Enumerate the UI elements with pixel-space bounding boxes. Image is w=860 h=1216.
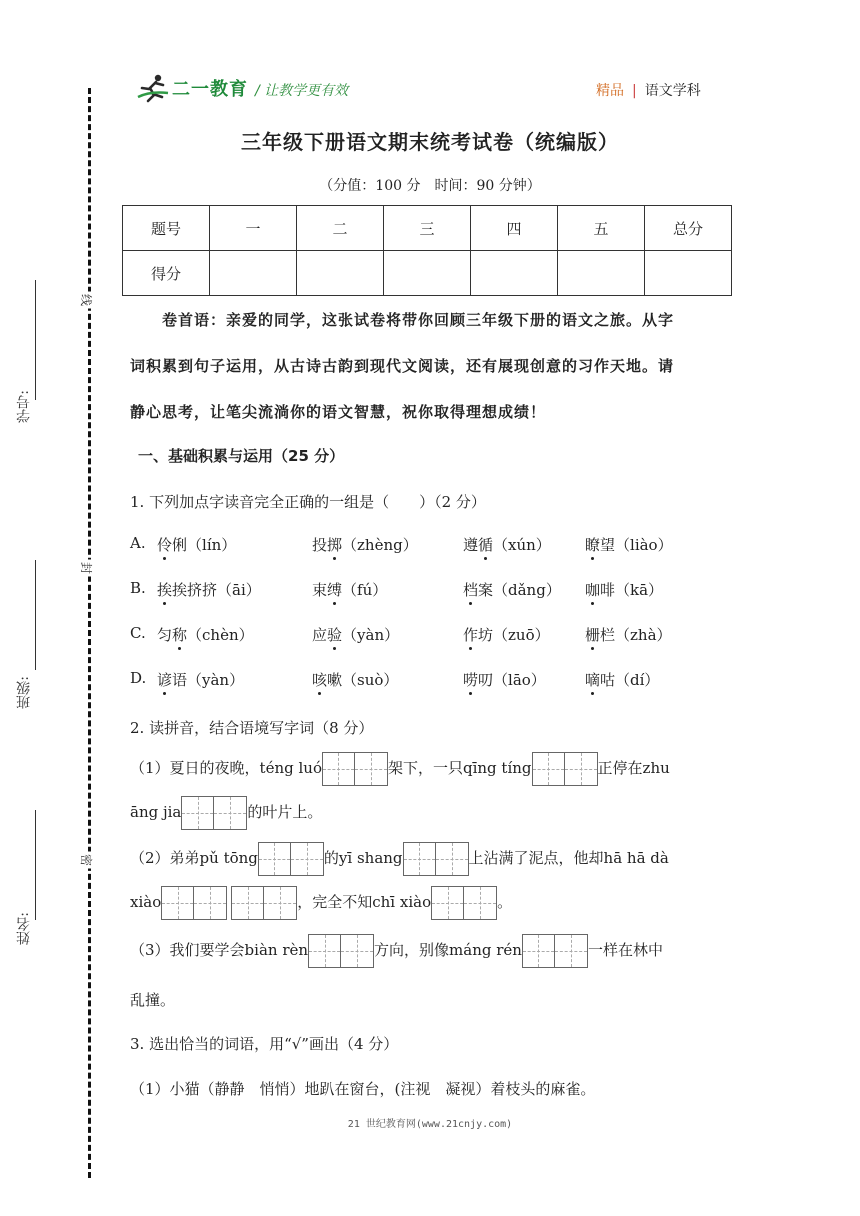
option-item: 栅栏（zhà） [585, 626, 672, 644]
option-item: 咖啡（kā） [585, 581, 664, 599]
writing-box[interactable] [161, 886, 227, 920]
q2-sentence-3-cont: 乱撞。 [130, 991, 176, 1009]
option-item: 束缚（fú） [312, 581, 388, 599]
writing-box[interactable] [231, 886, 297, 920]
q1-stem: 1. 下列加点字读音完全正确的一组是（ ）（2 分） [130, 493, 486, 511]
seal-char-secret: 密 [80, 852, 93, 867]
option-item: 嘀咕（dí） [585, 671, 660, 689]
score-header-cell: 五 [558, 206, 645, 251]
seal-char-seal: 封 [80, 560, 93, 575]
binding-dashed-line [88, 88, 91, 1178]
seal-char-line: 线 [80, 292, 93, 307]
class-underline [35, 560, 36, 670]
header-separator: | [632, 83, 637, 99]
pinyin: qīng tíng [463, 759, 532, 777]
exam-subtitle: （分值：100 分 时间：90 分钟） [319, 178, 541, 194]
name-underline [35, 810, 36, 920]
option-item: 伶俐（lín） [157, 536, 237, 554]
pinyin: pǔ tōng [199, 849, 258, 867]
option-item: 档案（dǎng） [463, 581, 561, 599]
pinyin: biàn rèn [244, 941, 309, 959]
preface-line: 卷首语：亲爱的同学，这张试卷将带你回顾三年级下册的语文之旅。从字 [162, 311, 675, 329]
option-item: 谚语（yàn） [157, 671, 245, 689]
q2-stem: 2. 读拼音，结合语境写字词（8 分） [130, 719, 374, 737]
quality-tag: 精品 [596, 83, 624, 99]
option-item: 咳嗽（suò） [312, 671, 399, 689]
writing-box[interactable] [532, 752, 598, 786]
pinyin: zhu [642, 759, 670, 777]
slogan: / 让教学更有效 [255, 83, 349, 99]
score-table [122, 205, 732, 296]
score-header-cell: 总分 [645, 206, 732, 251]
score-header-cell: 四 [471, 206, 558, 251]
writing-box[interactable] [431, 886, 497, 920]
score-row [123, 251, 732, 296]
pinyin: āng jia [130, 803, 182, 821]
subject-tag: 语文学科 [644, 83, 701, 99]
option-item: 应验（yàn） [312, 626, 400, 644]
q2-sentence-1: （1）夏日的夜晚，téng luó 架下，一只qīng tíng 正停在zhu [130, 750, 670, 786]
score-cell[interactable] [210, 251, 297, 296]
name-label: 姓名: [16, 912, 32, 945]
score-header-cell: 二 [297, 206, 384, 251]
q2-sentence-1-cont: āng jia 的叶片上。 [130, 794, 322, 830]
option-label: C. [130, 624, 146, 642]
id-underline [35, 280, 36, 400]
q3-sentence-1: （1）小猫（静静 悄悄）地趴在窗台，(注视 凝视）着枝头的麻雀。 [130, 1080, 596, 1098]
score-header-cell: 题号 [123, 206, 210, 251]
option-item: 唠叨（lāo） [463, 671, 546, 689]
q2-sentence-3: （3）我们要学会biàn rèn 方向，别像máng rén 一样在林中 [130, 932, 663, 968]
score-cell[interactable] [471, 251, 558, 296]
pinyin: hā hā dà [603, 849, 669, 867]
id-label: 学号: [16, 390, 32, 423]
pinyin: téng luó [259, 759, 322, 777]
option-label: B. [130, 579, 146, 597]
exam-title: 三年级下册语文期末统考试卷（统编版） [241, 130, 619, 154]
score-header-cell: 三 [384, 206, 471, 251]
writing-box[interactable] [522, 934, 588, 968]
pinyin: máng rén [449, 941, 522, 959]
writing-box[interactable] [308, 934, 374, 968]
pinyin: xiào [130, 893, 162, 911]
score-header-cell: 一 [210, 206, 297, 251]
q3-stem: 3. 选出恰当的词语，用“√”画出（4 分） [130, 1035, 399, 1053]
score-row-label: 得分 [123, 251, 210, 296]
writing-box[interactable] [322, 752, 388, 786]
pinyin: yī shang [338, 849, 403, 867]
runner-logo-icon [136, 73, 170, 103]
writing-box[interactable] [181, 796, 247, 830]
q2-sentence-2: （2）弟弟pǔ tōng 的yī shang 上沾满了泥点，他却hā hā dà [130, 840, 669, 876]
class-label: 班级: [16, 676, 32, 709]
option-item: 瞭望（liào） [585, 536, 673, 554]
writing-box[interactable] [258, 842, 324, 876]
option-label: D. [130, 669, 147, 687]
section-heading: 一、基础积累与运用（25 分） [138, 447, 345, 465]
option-item: 匀称（chèn） [157, 626, 254, 644]
option-item: 遵循（xún） [463, 536, 551, 554]
logo [136, 72, 248, 104]
score-cell[interactable] [384, 251, 471, 296]
logo-text: 二一教育 [172, 79, 248, 100]
option-label: A. [130, 534, 146, 552]
pinyin: chī xiào [372, 893, 432, 911]
preface-line: 静心思考，让笔尖流淌你的语文智慧，祝你取得理想成绩！ [130, 403, 547, 421]
option-item: 作坊（zuō） [463, 626, 550, 644]
option-item: 投掷（zhèng） [312, 536, 418, 554]
option-item: 挨挨挤挤（āi） [157, 581, 261, 599]
score-cell[interactable] [297, 251, 384, 296]
score-cell[interactable] [645, 251, 732, 296]
header-tags [596, 80, 701, 100]
q2-sentence-2-cont: xiào ，完全不知chī xiào 。 [130, 884, 512, 920]
preface-line: 词积累到句子运用，从古诗古韵到现代文阅读，还有展现创意的习作天地。请 [130, 357, 675, 375]
score-header-row [123, 206, 732, 251]
score-cell[interactable] [558, 251, 645, 296]
footer-source: 21 世纪教育网(www.21cnjy.com) [347, 1119, 513, 1130]
writing-box[interactable] [403, 842, 469, 876]
